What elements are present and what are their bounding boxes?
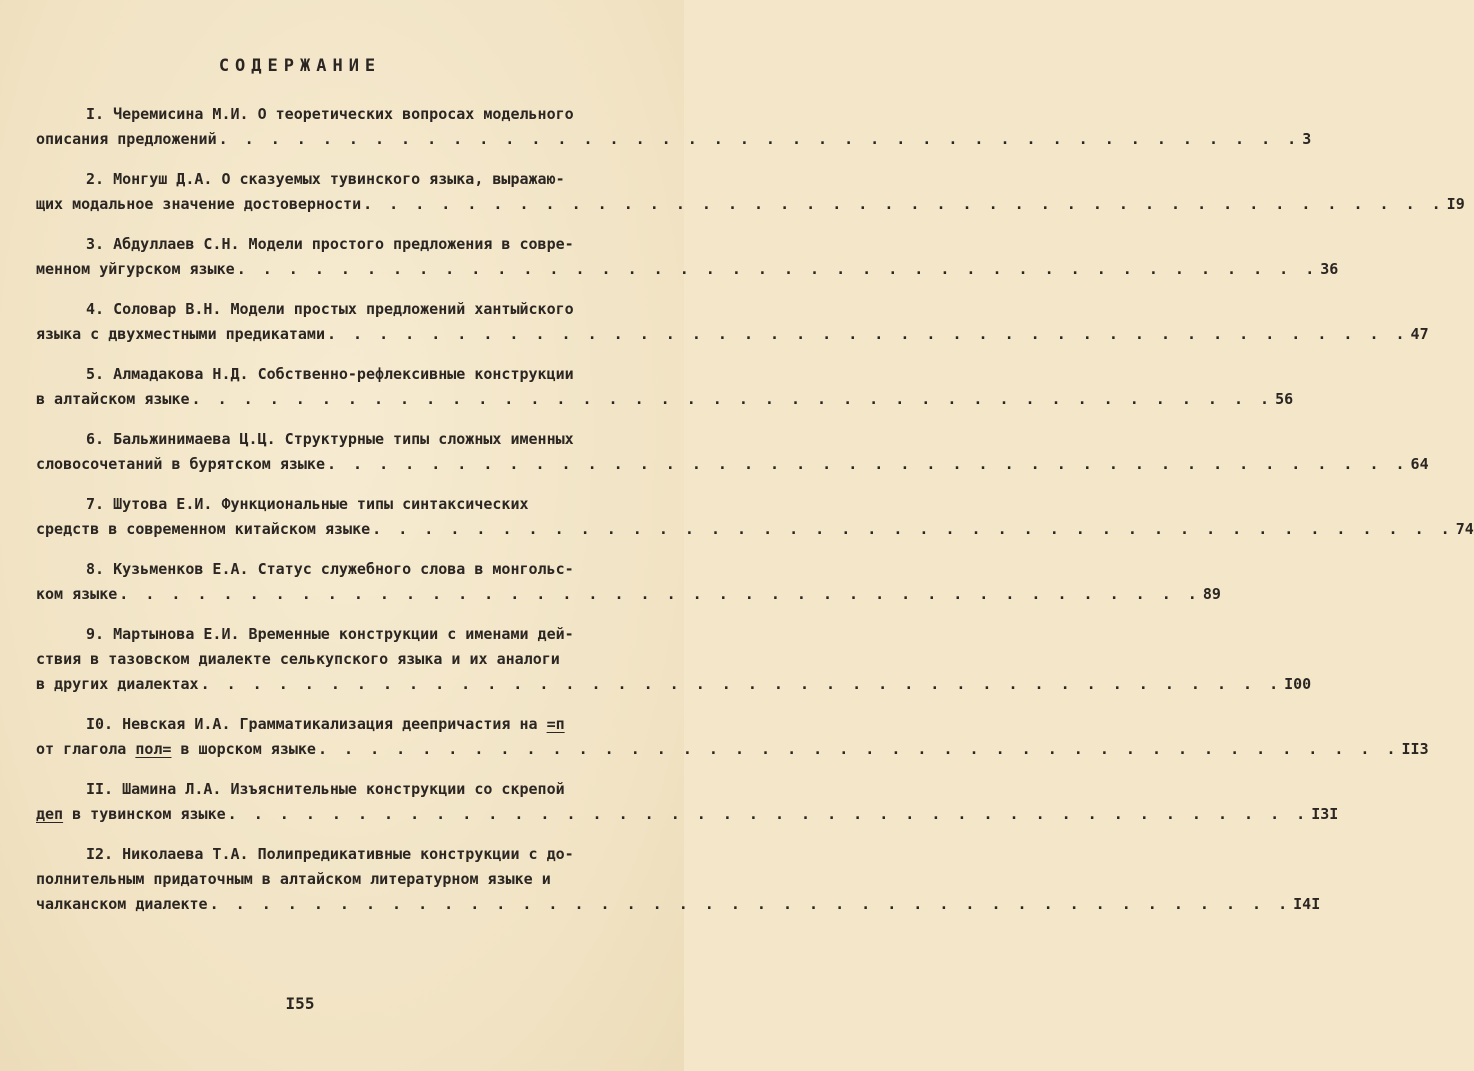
entry-title-end: от глагола: [36, 740, 136, 758]
dot-leader: . . . . . . . . . . . . . . . . . . . . . . . . . . . . . . . . . . . . . . . . . .: [317, 740, 1400, 758]
toc-entry-7: [36, 492, 1474, 542]
entry-page: 64: [1410, 455, 1429, 473]
entry-title-end: в алтайском языке: [36, 390, 190, 408]
toc-entry-8: [36, 557, 1221, 607]
entry-page: 56: [1275, 390, 1294, 408]
entry-title-end: ком языке: [36, 585, 118, 603]
entry-title-cont: ствия в тазовском диалекте селькупского языка и их аналоги: [36, 650, 560, 668]
toc-entry-6: [36, 427, 1429, 477]
entry-title-end: щих модальное значение достоверности: [36, 195, 362, 213]
entry-title-end: языка с двухместными предикатами: [36, 325, 325, 343]
dot-leader: . . . . . . . . . . . . . . . . . . . . . . . . . . . . . . . . . . . . . . . . . .: [218, 130, 1301, 148]
entry-title-underlined: пол=: [135, 740, 172, 758]
entry-title: 6. Бальжинимаева Ц.Ц. Структурные типы сложных именных: [86, 430, 574, 448]
entry-title-end: менном уйгурском языке: [36, 260, 235, 278]
entry-title-underlined: деп: [36, 805, 64, 823]
entry-title: I2. Николаева Т.А. Полипредикативные конструкции с до-: [86, 845, 574, 863]
entry-title: II. Шамина Л.А. Изъяснительные конструкции со скрепой: [86, 780, 565, 798]
dot-leader: . . . . . . . . . . . . . . . . . . . . . . . . . . . . . . . . . . . . . . . . . .: [209, 895, 1292, 913]
entry-title-end: в шорском языке: [171, 740, 316, 758]
page-number: I55: [285, 994, 315, 1013]
entry-page: 36: [1320, 260, 1339, 278]
toc-entry-1: [36, 102, 1312, 152]
toc-entry-12: [36, 842, 1321, 917]
entry-title: I. Черемисина М.И. О теоретических вопросах модельного: [86, 105, 574, 123]
entry-title-cont: полнительным придаточным в алтайском литературном языке и: [36, 870, 551, 888]
toc-entry-5: [36, 362, 1294, 412]
entry-title: 3. Абдуллаев С.Н. Модели простого предложения в совре-: [86, 235, 574, 253]
entry-page: 74: [1455, 520, 1474, 538]
toc-entry-9: [36, 622, 1312, 697]
table-of-contents: [36, 102, 1474, 932]
entry-page: 3: [1302, 130, 1312, 148]
entry-title: I0. Невская И.А. Грамматикализация деепричастия на: [86, 715, 547, 733]
entry-page: 89: [1202, 585, 1221, 603]
entry-page: I00: [1284, 675, 1312, 693]
entry-title-end: словосочетаний в бурятском языке: [36, 455, 325, 473]
entry-title: 8. Кузьменков Е.А. Статус служебного слова в монгольс-: [86, 560, 574, 578]
entry-title: 2. Монгуш Д.А. О сказуемых тувинского языка, выражаю-: [86, 170, 565, 188]
page-title: СОДЕРЖАНИЕ: [218, 56, 382, 76]
entry-title-end: в других диалектах: [36, 675, 199, 693]
dot-leader: . . . . . . . . . . . . . . . . . . . . . . . . . . . . . . . . . . . . . . . . . .: [119, 585, 1201, 603]
toc-entry-11: [36, 777, 1339, 827]
dot-leader: . . . . . . . . . . . . . . . . . . . . . . . . . . . . . . . . . . . . . . . . . .: [227, 805, 1310, 823]
entry-page: I3I: [1311, 805, 1339, 823]
toc-entry-4: [36, 297, 1429, 347]
toc-entry-10: [36, 712, 1429, 762]
entry-page: I9: [1446, 195, 1465, 213]
entry-title-underlined: =п: [546, 715, 565, 733]
entry-title-end: в тувинском языке: [63, 805, 226, 823]
dot-leader: . . . . . . . . . . . . . . . . . . . . . . . . . . . . . . . . . . . . . . . . . .: [200, 675, 1283, 693]
toc-entry-3: [36, 232, 1339, 282]
entry-title: 9. Мартынова Е.И. Временные конструкции с именами дей-: [86, 625, 574, 643]
entry-page: 47: [1410, 325, 1429, 343]
dot-leader: . . . . . . . . . . . . . . . . . . . . . . . . . . . . . . . . . . . . . . . . . .: [326, 325, 1409, 343]
entry-page: II3: [1401, 740, 1429, 758]
dot-leader: . . . . . . . . . . . . . . . . . . . . . . . . . . . . . . . . . . . . . . . . . .: [326, 455, 1409, 473]
entry-title: 5. Алмадакова Н.Д. Собственно-рефлексивные конструкции: [86, 365, 574, 383]
dot-leader: . . . . . . . . . . . . . . . . . . . . . . . . . . . . . . . . . . . . . . . . . .: [363, 195, 1445, 213]
toc-entry-2: [36, 167, 1465, 217]
entry-page: I4I: [1293, 895, 1321, 913]
entry-title-end: описания предложений: [36, 130, 217, 148]
dot-leader: . . . . . . . . . . . . . . . . . . . . . . . . . . . . . . . . . . . . . . . . . .: [372, 520, 1454, 538]
dot-leader: . . . . . . . . . . . . . . . . . . . . . . . . . . . . . . . . . . . . . . . . . .: [191, 390, 1274, 408]
entry-title-end: средств в современном китайском языке: [36, 520, 371, 538]
entry-title: 7. Шутова Е.И. Функциональные типы синтаксических: [86, 495, 529, 513]
dot-leader: . . . . . . . . . . . . . . . . . . . . . . . . . . . . . . . . . . . . . . . . . .: [236, 260, 1319, 278]
entry-title: 4. Соловар В.Н. Модели простых предложений хантыйского: [86, 300, 574, 318]
entry-title-end: чалканском диалекте: [36, 895, 208, 913]
